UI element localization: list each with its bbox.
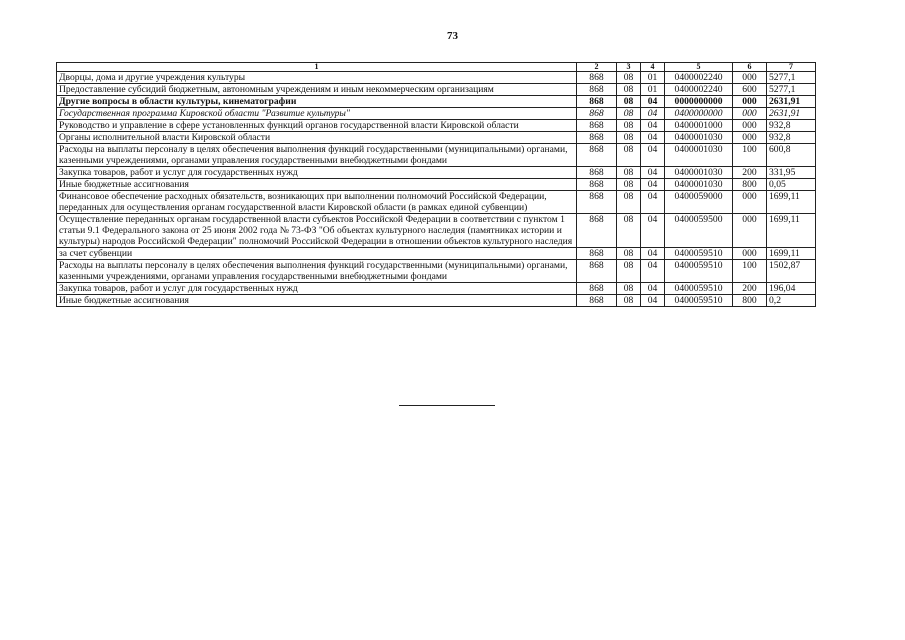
target-article-cell: 0400001000 — [665, 120, 733, 132]
subsection-code-cell: 04 — [641, 132, 665, 144]
grbs-code-cell: 868 — [577, 72, 617, 84]
expense-type-cell: 000 — [733, 96, 767, 108]
target-article-cell: 0400001030 — [665, 179, 733, 191]
subsection-code-cell: 04 — [641, 108, 665, 120]
table-row — [57, 260, 816, 283]
section-code-cell: 08 — [617, 132, 641, 144]
subsection-code-cell: 01 — [641, 72, 665, 84]
row-name-cell: Органы исполнительной власти Кировской области — [57, 132, 577, 144]
table-row — [57, 144, 816, 167]
target-article-cell: 0400059510 — [665, 283, 733, 295]
table-row — [57, 295, 816, 307]
grbs-code-cell: 868 — [577, 96, 617, 108]
grbs-code-cell: 868 — [577, 260, 617, 283]
row-name-cell: Закупка товаров, работ и услуг для государственных нужд — [57, 283, 577, 295]
grbs-code-cell: 868 — [577, 214, 617, 248]
page-number: 73 — [447, 30, 458, 42]
row-name-cell: Иные бюджетные ассигнования — [57, 179, 577, 191]
column-header: 5 — [665, 63, 733, 72]
grbs-code-cell: 868 — [577, 191, 617, 214]
table-row — [57, 283, 816, 295]
amount-cell: 5277,1 — [767, 72, 816, 84]
section-code-cell: 08 — [617, 84, 641, 96]
target-article-cell: 0400001030 — [665, 167, 733, 179]
subsection-code-cell: 04 — [641, 295, 665, 307]
amount-cell: 196,04 — [767, 283, 816, 295]
grbs-code-cell: 868 — [577, 179, 617, 191]
table-row — [57, 214, 816, 248]
section-code-cell: 08 — [617, 108, 641, 120]
table-row — [57, 84, 816, 96]
row-name-cell: за счет субвенции — [57, 248, 577, 260]
section-code-cell: 08 — [617, 248, 641, 260]
table-body — [57, 72, 816, 307]
expense-type-cell: 200 — [733, 167, 767, 179]
target-article-cell: 0400059510 — [665, 295, 733, 307]
grbs-code-cell: 868 — [577, 132, 617, 144]
grbs-code-cell: 868 — [577, 120, 617, 132]
expense-type-cell: 000 — [733, 248, 767, 260]
amount-cell: 331,95 — [767, 167, 816, 179]
expense-type-cell: 000 — [733, 214, 767, 248]
amount-cell: 0,05 — [767, 179, 816, 191]
subsection-code-cell: 04 — [641, 248, 665, 260]
subsection-code-cell: 04 — [641, 214, 665, 248]
row-name-cell: Предоставление субсидий бюджетным, автономным учреждениям и иным некоммерческим организациям — [57, 84, 577, 96]
section-code-cell: 08 — [617, 214, 641, 248]
expense-type-cell: 000 — [733, 72, 767, 84]
expense-type-cell: 100 — [733, 144, 767, 167]
expense-type-cell: 000 — [733, 191, 767, 214]
section-code-cell: 08 — [617, 283, 641, 295]
column-header: 3 — [617, 63, 641, 72]
row-name-cell: Осуществление переданных органам государственной власти субъектов Российской Федерации в соответствии с пунктом 1 статьи 9.1 Федерального закона от 25 июня 2002 года № 73-ФЗ "Об объектах культурного наследия (памятниках истории и культуры) народов Российской Федерации" полномочий Российской Федерации в отношении объектов культурного наследия — [57, 214, 577, 248]
table-row — [57, 191, 816, 214]
amount-cell: 932,8 — [767, 132, 816, 144]
table-row — [57, 132, 816, 144]
section-code-cell: 08 — [617, 120, 641, 132]
expense-type-cell: 800 — [733, 179, 767, 191]
section-code-cell: 08 — [617, 167, 641, 179]
table-row — [57, 108, 816, 120]
grbs-code-cell: 868 — [577, 248, 617, 260]
amount-cell: 932,8 — [767, 120, 816, 132]
section-code-cell: 08 — [617, 295, 641, 307]
section-code-cell: 08 — [617, 144, 641, 167]
column-header: 6 — [733, 63, 767, 72]
row-name-cell: Дворцы, дома и другие учреждения культуры — [57, 72, 577, 84]
subsection-code-cell: 04 — [641, 260, 665, 283]
target-article-cell: 0000000000 — [665, 96, 733, 108]
expense-type-cell: 000 — [733, 120, 767, 132]
target-article-cell: 0400000000 — [665, 108, 733, 120]
target-article-cell: 0400002240 — [665, 84, 733, 96]
table-row — [57, 96, 816, 108]
expense-type-cell: 000 — [733, 108, 767, 120]
subsection-code-cell: 04 — [641, 283, 665, 295]
grbs-code-cell: 868 — [577, 108, 617, 120]
amount-cell: 1699,11 — [767, 214, 816, 248]
subsection-code-cell: 04 — [641, 179, 665, 191]
subsection-code-cell: 01 — [641, 84, 665, 96]
amount-cell: 1699,11 — [767, 191, 816, 214]
target-article-cell: 0400059510 — [665, 248, 733, 260]
row-name-cell: Государственная программа Кировской области "Развитие культуры" — [57, 108, 577, 120]
grbs-code-cell: 868 — [577, 167, 617, 179]
expense-type-cell: 800 — [733, 295, 767, 307]
row-name-cell: Расходы на выплаты персоналу в целях обеспечения выполнения функций государственными (муниципальными) органами, казенными учреждениями, органами управления государственными внебюджетными фондами — [57, 144, 577, 167]
expense-type-cell: 200 — [733, 283, 767, 295]
amount-cell: 5277,1 — [767, 84, 816, 96]
target-article-cell: 0400059500 — [665, 214, 733, 248]
amount-cell: 2631,91 — [767, 108, 816, 120]
target-article-cell: 0400001030 — [665, 144, 733, 167]
section-code-cell: 08 — [617, 191, 641, 214]
column-header: 4 — [641, 63, 665, 72]
section-code-cell: 08 — [617, 72, 641, 84]
grbs-code-cell: 868 — [577, 84, 617, 96]
target-article-cell: 0400059510 — [665, 260, 733, 283]
row-name-cell: Расходы на выплаты персоналу в целях обеспечения выполнения функций государственными (муниципальными) органами, казенными учреждениями, органами управления государственными внебюджетными фондами — [57, 260, 577, 283]
column-header: 2 — [577, 63, 617, 72]
subsection-code-cell: 04 — [641, 96, 665, 108]
amount-cell: 1502,87 — [767, 260, 816, 283]
grbs-code-cell: 868 — [577, 295, 617, 307]
target-article-cell: 0400002240 — [665, 72, 733, 84]
footer-rule — [399, 405, 495, 406]
expense-type-cell: 100 — [733, 260, 767, 283]
amount-cell: 2631,91 — [767, 96, 816, 108]
amount-cell: 0,2 — [767, 295, 816, 307]
target-article-cell: 0400001030 — [665, 132, 733, 144]
table-row — [57, 167, 816, 179]
row-name-cell: Руководство и управление в сфере установленных функций органов государственной власти Кировской области — [57, 120, 577, 132]
row-name-cell: Закупка товаров, работ и услуг для государственных нужд — [57, 167, 577, 179]
subsection-code-cell: 04 — [641, 167, 665, 179]
amount-cell: 600,8 — [767, 144, 816, 167]
table-row — [57, 179, 816, 191]
table-row — [57, 120, 816, 132]
grbs-code-cell: 868 — [577, 144, 617, 167]
grbs-code-cell: 868 — [577, 283, 617, 295]
subsection-code-cell: 04 — [641, 191, 665, 214]
section-code-cell: 08 — [617, 179, 641, 191]
table-row — [57, 72, 816, 84]
table-row — [57, 248, 816, 260]
section-code-cell: 08 — [617, 260, 641, 283]
subsection-code-cell: 04 — [641, 144, 665, 167]
row-name-cell: Другие вопросы в области культуры, кинематографии — [57, 96, 577, 108]
expense-type-cell: 000 — [733, 132, 767, 144]
header-row — [57, 63, 816, 72]
row-name-cell: Финансовое обеспечение расходных обязательств, возникающих при выполнении полномочий Российской Федерации, переданных для осуществления органам государственной власти Кировской области (в рамках единой субвенции) — [57, 191, 577, 214]
target-article-cell: 0400059000 — [665, 191, 733, 214]
column-header: 7 — [767, 63, 816, 72]
budget-table — [56, 62, 816, 307]
row-name-cell: Иные бюджетные ассигнования — [57, 295, 577, 307]
amount-cell: 1699,11 — [767, 248, 816, 260]
subsection-code-cell: 04 — [641, 120, 665, 132]
expense-type-cell: 600 — [733, 84, 767, 96]
section-code-cell: 08 — [617, 96, 641, 108]
column-header: 1 — [57, 63, 577, 72]
